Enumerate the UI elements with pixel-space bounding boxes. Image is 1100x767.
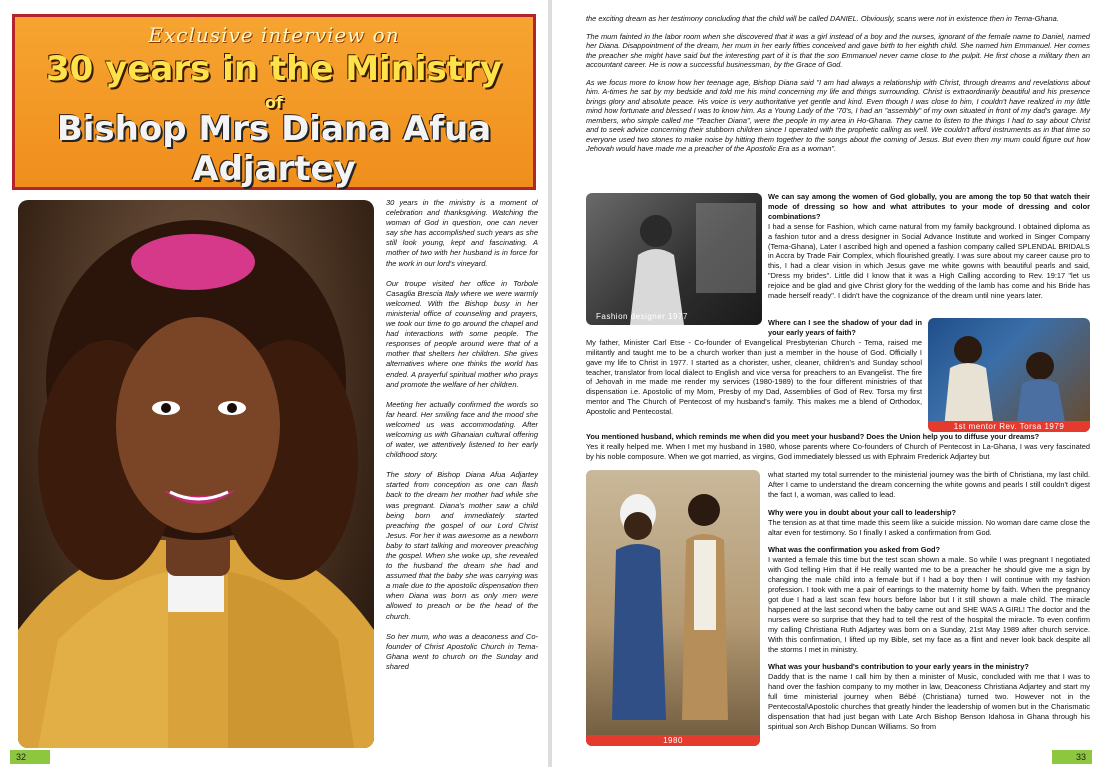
question-heading: What was the confirmation you asked from God?: [768, 545, 941, 555]
qa-father: [586, 318, 922, 430]
intro-paragraph: the exciting dream as her testimony concluding that the child will be called DANIEL. Obviously, scans were not in existence then in Tema-Ghana.: [586, 14, 1059, 23]
fashion-designer-photo: [586, 193, 762, 325]
title-line-years: 30 years in the Ministry: [46, 49, 502, 89]
mentor-photo: [928, 318, 1090, 432]
title-name-line1: Bishop Mrs Diana Afua: [56, 109, 492, 149]
left-paragraph: So her mum, who was a deaconess and Co-founder of Christ Apostolic Church in Tema-Ghana went to church on the Sunday and shared: [386, 631, 538, 671]
qa-fashion: [768, 192, 1090, 310]
couple-photo-caption: 1980: [586, 735, 760, 746]
left-paragraph: The story of Bishop Diana Afua Adjartey started from conception as one can flash back to the dream her mother had while she was pregnant. Diana's mother saw a child being born and immediately started preaching the gospel of our Lord Christ Jesus. For her it was awesome as a newborn baby to start talking and moreover preaching the gospel. When she woke up, she revealed to the husband the dream she had and assumed that the baby she was carrying was a male due to the apostolic dispensation then when Diana was born as only men were allowed to preach or be the head of the church.: [386, 470, 538, 621]
left-paragraph: Our troupe visited her office in Torbole Casaglia Brescia Italy where we were warmly welcomed. With the Bishop busy in her ministerial office of counseling and prayers, we took our time to go around the chapel and had interactions with some people. The responses of people around were that of a mother that shelters her children. She gives alternatives where one thinks the world has ended. A prayerful spiritual mother who prays and promote the welfare of her children.: [386, 278, 538, 389]
portrait-illustration: [18, 200, 374, 748]
title-name-line2: Adjartey: [192, 149, 356, 189]
title-banner: [12, 14, 536, 190]
couple-photo-illustration: [586, 470, 760, 746]
mentor-photo-illustration: [928, 318, 1090, 432]
answer-text: Yes it really helped me. When I met my husband in 1980, whose parents where Co-founders of Church of Pentecost in La-Ghana, I was very fascinated by his noble composure. When we got married, as virgins, God immediately blessed us with Ephraim Frederick Adjartey but: [586, 441, 1090, 461]
answer-text: Daddy that is the name I call him by then a minister of Music, concluded with me that I was to hand over the fashion company to my mother in law, Deaconess Christiana Adjartey and start my full time ministerial journey when Bébé (Christiana) turned two. However not in the Pentecostal\Apostolic churches that greatly hinder the leadership of women but in the Charismatic dispensation that had just began with Late Arch Bishop Benson Idahosa in Ghana through his spiritual son Arch Bishop Duncan Williams. So from: [768, 672, 1090, 731]
couple-1980-photo: [586, 470, 760, 746]
answer-text: My father, Minister Carl Etse - Co-founder of Evangelical Presbyterian Church - Tema, raised me militantly and taught me to be a church worker than just a member in the house of God. Officially I gave my life to Christ in 1977. I started as a chorister, usher, cleaner, children's and Sunday school teacher, translator from local dialect to English and vice versa for preachers to an Evangelist. The fire of Jehovah in me made me render my services (1980-1989) to the four different ministries of that dispensation i.e. Apostolic of my Mom, Presby of my Dad, Assemblies of God of Rev. Torsa my first mentor and The Church of Pentecost of my husband's family. This makes me a blend of Orthodox, Apostolic and Pentecostal.: [586, 337, 922, 417]
bishop-portrait-photo: [18, 200, 374, 748]
question-heading: We can say among the women of God globally, you are among the top 50 that watch their mode of dressing so how and what attributes to your mode of dressing and color combinations?: [768, 192, 1090, 221]
question-heading: Why were you in doubt about your call to leadership?: [768, 507, 957, 517]
mentor-photo-caption: 1st mentor Rev. Torsa 1979: [928, 421, 1090, 432]
answer-text: I had a sense for Fashion, which came natural from my family background. I obtained diploma as a fashion tutor and a dress designer in Social Advance Institute and worked in Singer Company (Tema-Ghana), Later I ascribed high and opened a fashion company called SPLENDAL BRIDALS in Accra by Trade Fair Complex, which flourished greatly. I was sure about my career cause pro to this, I had a clear vision in which Jesus gave me white gowns with beautiful pearls and said, "Dress my brides". Little did I know that it was a High Calling according to Rev. 19:17 "let us rejoice and be glad and give Christ glory for the wedding of the lamb has come and his Bride has made herself ready". I didn't have the cognizance of the dream until nine years later.: [768, 221, 1090, 301]
fashion-photo-caption: Fashion designer 1977: [596, 312, 688, 321]
question-heading: You mentioned husband, which reminds me when did you meet your husband? Does the Union help you to diffuse your dreams?: [586, 432, 1040, 441]
intro-paragraph: The mum fainted in the labor room when she discovered that it was a girl instead of a boy and the nurses, ignorant of the female name to Daniel, named her Diana. Disappointment of the dream, her mum in her early fifties conceived and gave birth to her eighth child. She named him Emmanuel. Her comes the preacher she might have said but the interesting part of it is that the son Emmanuel never came close to the pulpit. He first chose a military then an accountant career. He is now a successful businessman, by the Grace of God.: [586, 31, 1090, 69]
intro-article: [586, 14, 1090, 162]
answer-text: The tension as at that time made this seem like a suicide mission. No woman dare came close the altar even for testimony. So I finally I asked a confirmation from God.: [768, 517, 1090, 537]
left-column-article: [386, 198, 538, 748]
intro-paragraph: As we focus more to know how her teenage age, Bishop Diana said "I am had always a relationship with Christ, through dreams and revelations about him. A-times he sat by my bedside and told me his mind concerning my life and things surrounding. Christ is extraordinarily beautiful and his presence brings glory and absolute peace. His voice is very authoritative yet gentle and kind. Even though I was close to him, I couldn't have realized in my little mind how fortunate and blessed I was to know him. As a Young Lady of the '70's, I had an "assembly" of my own situated in front of my dad's garage. My members, who simple called me "Teacher Diana", were the people in my area in Ho-Ghana. They came to listen to the things I had to say about Christ and to seek advice concerning their stubborn children since I operated with the prophetic calling as well. We couldn't afford instruments as in that time so everyone used two stones to make noise by hitting them together to the songs about the coming of Jesus. But even then my mum could figure out how Jehovah would have made me a preacher of the Apostolic Era as a woman".: [586, 77, 1090, 153]
answer-text: what started my total surrender to the ministerial journey was the birth of Christiana, my last child. After I came to understand the dream concerning the white gowns and pearls I still couldn't digest the fact I, a woman, was called to lead.: [768, 470, 1090, 499]
fashion-photo-illustration: [586, 193, 762, 325]
title-kicker: Exclusive interview on: [148, 23, 400, 47]
question-heading: Where can I see the shadow of your dad in your early years of faith?: [768, 318, 922, 337]
left-paragraph: 30 years in the ministry is a moment of celebration and thanksgiving. Watching the woman of God in question, one can never say she has accomplished such years as she still look young, kept and fascinating. A mother of two with her husband is in force for the work in our lord's vineyard.: [386, 198, 538, 268]
question-heading: What was your husband's contribution to your early years in the ministry?: [768, 662, 1029, 672]
title-of: of: [265, 93, 283, 112]
answer-text: I wanted a female this time but the test scan shown a male. So while I was pregnant I negotiated with God telling Him that if He really wanted me to be a preacher he should give me a sign by changing the male child into a female but if I had a boy then I will continue with my fashion profession. I took with me a pair of earrings to the maternity home by faith. When the pregnancy got due I had a last scan few hours before labor but I it still shown a male child. The miracle happened at the last second when the baby came out and SHE WAS A GIRL! The doctor and the nurses were so surprise that they had to tell the rest of the hospital the miracle. To even confirm my calling Christiana Ruth Adjartey was born on a Sunday, 21st May 1989 after church service. With this confirmation, I lifted up my Bible, set my face as a flint and never look back despite all the storms I met in ministry.: [768, 555, 1090, 654]
page-number-right: 33: [1052, 750, 1092, 764]
left-paragraph: Meeting her actually confirmed the words so far heard. Her smiling face and the mood she welcomed us was accommodating. After welcoming us with Ghanaian cultural offering of water, we attentively listened to her early childhood story.: [386, 399, 538, 460]
qa-husband: [586, 432, 1090, 472]
page-number-left: 32: [10, 750, 50, 764]
qa-continued-column: [768, 470, 1090, 748]
